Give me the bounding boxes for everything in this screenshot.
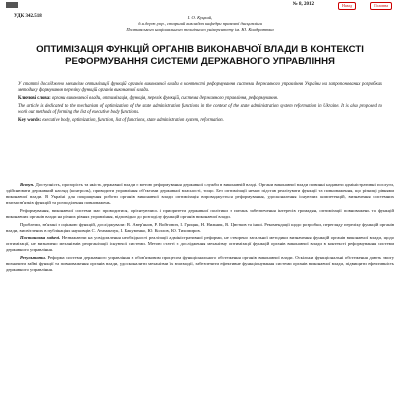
home-button[interactable]: Головна bbox=[370, 2, 392, 10]
intro-text: Доступність, прозорість та якість державної влади є метою реформування державної служби в виконавчій владі. Органи виконавчої влади повинні надавати адміністративні послуги, здійснювати державний нагляд (контроль), приводити управління об'єктами державної власності, тощо. Без оптимізації немає підстав реалізувати функції та повноваження, що різниці рівнями виконавчої влади. В Україні для покращення роботи органів виконавчої влади оптимізація впроваджується реформування, удосконалення існуючих компетенцій, визначення системних взаємозв'язків функцій та розподілення повноважень. bbox=[6, 182, 394, 206]
author-name: І. О. Куцкий, bbox=[187, 15, 213, 20]
article-body bbox=[6, 182, 394, 275]
problem-label: Постановка задачі. bbox=[20, 235, 61, 241]
back-button[interactable]: Назад bbox=[338, 2, 356, 10]
abstract-ua: У статті досліджено механізм оптимізації функцій органів виконавчої влади в контексті реформування системи державного управління України на запропонованих розробках методику формування переліку функцій органів виконавчої влади. bbox=[18, 82, 382, 94]
intro-label: Вступ. bbox=[20, 182, 35, 187]
udc-code: УДК 342.518 bbox=[14, 14, 42, 19]
abstract-en: The article is dedicated to the mechanism of optimization of the state administration functions in the context of the state administration system reformation in Ukraine. It is also proposed to work out methods of forming the list of executive body functions. bbox=[18, 103, 382, 116]
author-position: д.н.держ.упр., старший викладач кафедри правової дисципліни bbox=[138, 21, 262, 27]
keywords-en-label: Key words: bbox=[18, 117, 42, 123]
keywords-ua-text: органи виконавчої влади, оптимізація, функція, перелік функцій, система державного управління, реформування. bbox=[51, 96, 279, 102]
keywords-en-text: executive body, optimization, function, list of functions, state administration system, reformation. bbox=[42, 117, 224, 123]
issue-number: № 8, 2012 bbox=[292, 2, 314, 7]
body-paragraph: Реформування, виконавчої системи має проводитися, орієнтуючись і приоритети державної політики з питань забезпечення інтересів громадян, оптимізації повноважень та функцій виконавчих органів влади на різних рівнях управління, відповідно до розподілу функцій органів виконавчої влади. bbox=[6, 207, 394, 219]
results-text: Реформа системи державного управління з обов'язковим процесом функціонального обстеження органів виконавчої влади. Оскільки функціональні обстеження дають змогу визначити зайві функції та повноваження органів влади, удосконалити механізми їх взаємодії, забезпечити ефективне функціонування системи органів виконавчої влади, підвищити ефективність державного управління. bbox=[6, 255, 394, 273]
abstract-block bbox=[18, 82, 382, 126]
body-paragraph: Проблеми, зв'язані з оцінкою функцій, досліджували: В. Авер'янов, Р. Войтович, І. Грицяк, Н. Нижник, В. Цвєтков та інші. Рекомендації щодо розробки, перегляду переліку функцій органів влади, висвітлених в публікаціях науковців С. Атаманчук, І. Бакуменко, Ю. Коллов, Ю. Тихомиров. bbox=[6, 221, 394, 233]
problem-paragraph bbox=[6, 235, 394, 253]
problem-text: Незважаючи на усвідомлення необхідності реалізації адміністративної реформи, не створено загальної методики визначення функцій органів виконавчої влади, щодо оптимізації, не визначено механізмів реорганізації існуючої системи. Метою статті є дослідження механізму оптимізації функцій органів виконавчої влади в контексті реформування системи державного управління. bbox=[6, 235, 394, 253]
results-paragraph bbox=[6, 255, 394, 273]
author-block bbox=[0, 15, 400, 34]
intro-paragraph bbox=[6, 182, 394, 206]
author-affiliation: Полтавського національного технічного університету ім. Ю. Кондратюка bbox=[126, 27, 274, 33]
results-label: Результати. bbox=[20, 255, 46, 261]
keywords-ua-label: Ключові слова: bbox=[18, 96, 51, 102]
journal-logo bbox=[6, 2, 18, 8]
keywords-ua bbox=[18, 96, 382, 102]
paper-title: ОПТИМІЗАЦІЯ ФУНКЦІЙ ОРГАНІВ ВИКОНАВЧОЇ ВЛАДИ В КОНТЕКСТІ РЕФОРМУВАННЯ СИСТЕМИ ДЕРЖАВНОГО УПРАВЛІННЯ bbox=[36, 44, 364, 67]
keywords-en bbox=[18, 118, 382, 124]
